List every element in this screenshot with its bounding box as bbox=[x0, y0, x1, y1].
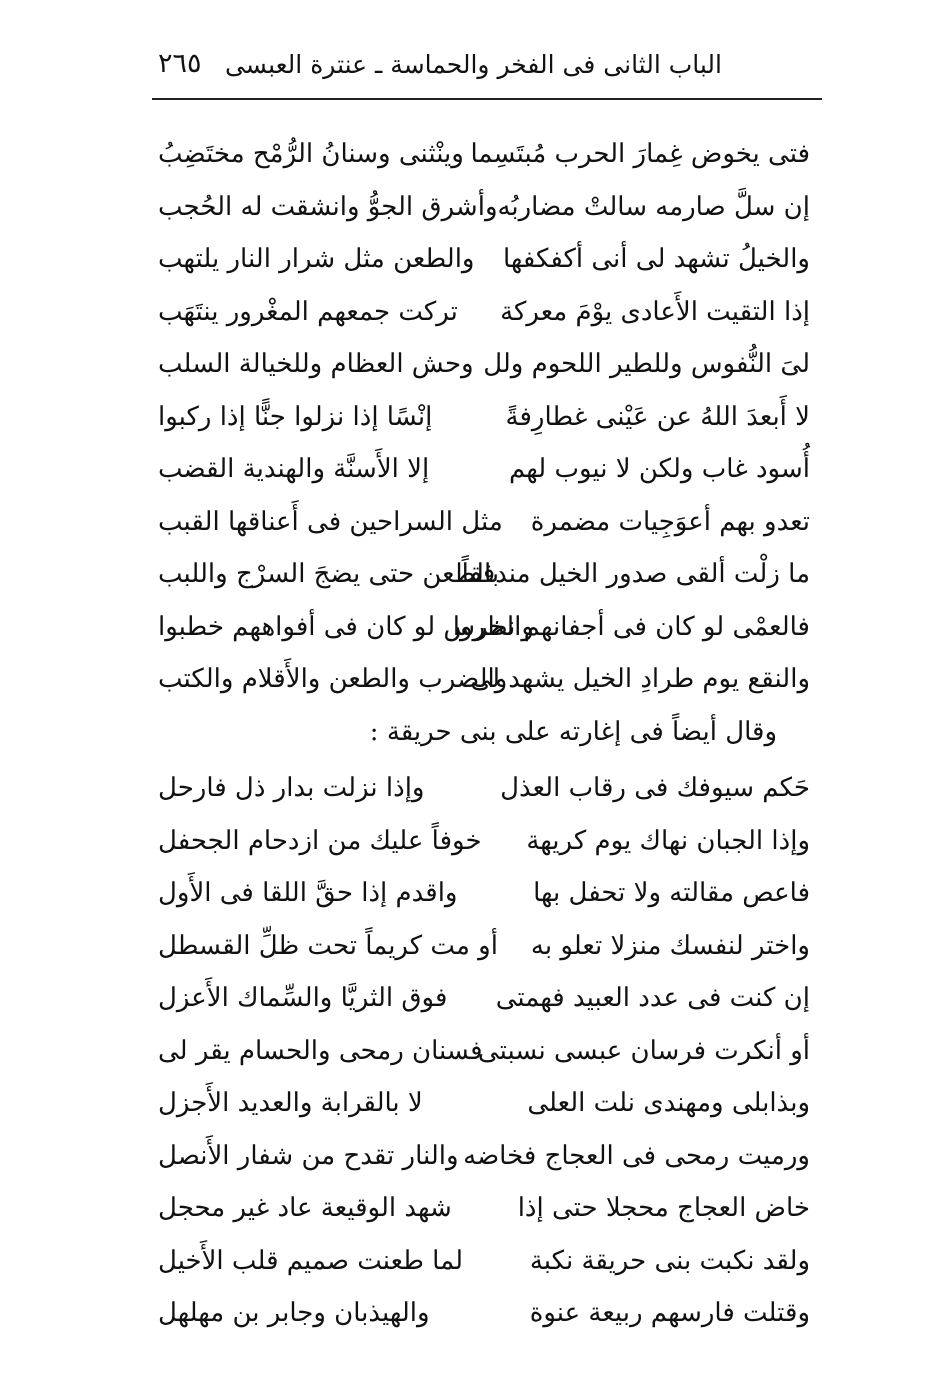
verse-line bbox=[150, 548, 810, 600]
verse-first-hemistich: إن كنت فى عدد العبيد فهمتى bbox=[495, 983, 810, 1013]
verse-first-hemistich: فتى يخوض غِمارَ الحرب مُبتَسِما bbox=[470, 139, 810, 169]
verse-first-hemistich: أُسود غاب ولكن لا نيوب لهم bbox=[509, 454, 810, 484]
verse-second-hemistich: فوق الثريَّا والسِّماك الأَعزل bbox=[158, 983, 448, 1013]
verse-first-hemistich: واختر لنفسك منزلا تعلو به bbox=[530, 930, 810, 961]
verse-second-hemistich: وينْثنى وسنانُ الرُّمْح مختَضِبُ bbox=[158, 139, 464, 169]
page-number: ٢٦٥ bbox=[158, 48, 202, 79]
verse-second-hemistich: واقدم إذا حقَّ اللقا فى الأَول bbox=[158, 878, 458, 908]
verse-second-hemistich: والنار تقدح من شفار الأَنصل bbox=[158, 1140, 459, 1171]
verse-second-hemistich: إنْسًا إذا نزلوا جنًّا إذا ركبوا bbox=[158, 401, 433, 432]
verse-first-hemistich: إذا التقيت الأَعادى يوْمَ معركة bbox=[500, 296, 810, 327]
verse-first-hemistich: والخيلُ تشهد لى أنى أكفكفها bbox=[502, 244, 810, 274]
verse-first-hemistich: خاض العجاج محجلا حتى إذا bbox=[517, 1193, 810, 1223]
verse-first-hemistich: لىَ النُّفوس وللطير اللحوم ولل bbox=[483, 349, 810, 379]
verse-second-hemistich: فسنان رمحى والحسام يقر لى bbox=[158, 1035, 483, 1066]
verse-line bbox=[150, 1182, 810, 1234]
verse-second-hemistich: وإذا نزلت بدار ذل فارحل bbox=[158, 773, 425, 803]
header-rule bbox=[152, 98, 822, 100]
verse-second-hemistich: لا بالقرابة والعديد الأَجزل bbox=[158, 1088, 423, 1118]
verse-line bbox=[150, 286, 810, 338]
verse-first-hemistich: ورميت رمحى فى العجاج فخاضه bbox=[463, 1140, 810, 1171]
verse-line bbox=[150, 920, 810, 972]
verse-second-hemistich: مثل السراحين فى أَعناقها القبب bbox=[158, 506, 503, 537]
verse-line bbox=[150, 653, 810, 705]
verse-line bbox=[150, 233, 810, 285]
verse-line bbox=[150, 867, 810, 919]
running-title: الباب الثانى فى الفخر والحماسة ـ عنترة العبسى bbox=[224, 50, 722, 79]
verse-first-hemistich: ولقد نكبت بنى حريقة نكبة bbox=[529, 1245, 810, 1276]
verse-first-hemistich: وإذا الجبان نهاك يوم كريهة bbox=[526, 825, 810, 856]
verse-first-hemistich: وقتلت فارسهم ربيعة عنوة bbox=[529, 1298, 810, 1328]
verse-line bbox=[150, 181, 810, 233]
verse-line bbox=[150, 496, 810, 548]
verse-first-hemistich: ما زلْت ألقى صدور الخيل مندفقاً bbox=[461, 559, 810, 589]
verse-line bbox=[150, 1235, 810, 1287]
verse-line bbox=[150, 1025, 810, 1077]
verse-second-hemistich: والضرب والطعن والأَقلام والكتب bbox=[158, 664, 508, 694]
verse-line bbox=[150, 762, 810, 814]
verse-second-hemistich: وحش العظام وللخيالة السلب bbox=[158, 349, 474, 379]
verse-second-hemistich: وأشرق الجوُّ وانشقت له الحُجب bbox=[158, 191, 498, 222]
verse-line bbox=[150, 1287, 810, 1339]
verse-first-hemistich: حَكم سيوفك فى رقاب العذل bbox=[500, 773, 810, 803]
verse-line bbox=[150, 1130, 810, 1182]
verse-first-hemistich: إن سلَّ صارمه سالتْ مضاربُه bbox=[497, 191, 810, 222]
verse-line bbox=[150, 391, 810, 443]
verse-line bbox=[150, 1077, 810, 1129]
verse-second-hemistich: والخرس لو كان فى أفواههم خطبوا bbox=[158, 611, 534, 642]
poem-2-introduction: وقال أيضاً فى إغارته على بنى حريقة : bbox=[369, 717, 777, 747]
verse-first-hemistich: فاعص مقالته ولا تحفل بها bbox=[533, 878, 810, 908]
verse-second-hemistich: إلا الأَسنَّة والهندية القضب bbox=[158, 454, 430, 484]
verse-line bbox=[150, 972, 810, 1024]
verse-first-hemistich: فالعمْى لو كان فى أجفانهم نظروا bbox=[452, 611, 810, 642]
verse-line bbox=[150, 443, 810, 495]
page-header bbox=[150, 48, 822, 96]
verse-first-hemistich: وبذابلى ومهندى نلت العلى bbox=[527, 1088, 810, 1118]
verse-line bbox=[150, 128, 810, 180]
verse-line bbox=[150, 601, 810, 653]
verse-first-hemistich: تعدو بهم أعوَجِيات مضمرة bbox=[530, 506, 810, 537]
verse-second-hemistich: والطعن مثل شرار النار يلتهب bbox=[158, 244, 475, 274]
verse-second-hemistich: بالطعن حتى يضجَ السرْج واللبب bbox=[158, 559, 500, 589]
verse-line bbox=[150, 338, 810, 390]
verse-line bbox=[150, 815, 810, 867]
verse-first-hemistich: والنقع يوم طرادِ الخيل يشهد لى bbox=[470, 664, 810, 694]
verse-first-hemistich: لا أَبعدَ اللهُ عن عَيْنى غطارِفةً bbox=[505, 401, 810, 432]
verse-second-hemistich: لما طعنت صميم قلب الأَخيل bbox=[158, 1245, 464, 1276]
verse-second-hemistich: شهد الوقيعة عاد غير محجل bbox=[158, 1193, 452, 1223]
verse-second-hemistich: تركت جمعهم المغْرور ينتَهَب bbox=[158, 296, 458, 327]
verse-second-hemistich: خوفاً عليك من ازدحام الجحفل bbox=[158, 825, 482, 856]
verse-second-hemistich: أو مت كريماً تحت ظلِّ القسطل bbox=[158, 930, 498, 961]
verse-first-hemistich: أو أنكرت فرسان عبسى نسبتى bbox=[477, 1035, 810, 1066]
verse-second-hemistich: والهيذبان وجابر بن مهلهل bbox=[158, 1298, 430, 1328]
